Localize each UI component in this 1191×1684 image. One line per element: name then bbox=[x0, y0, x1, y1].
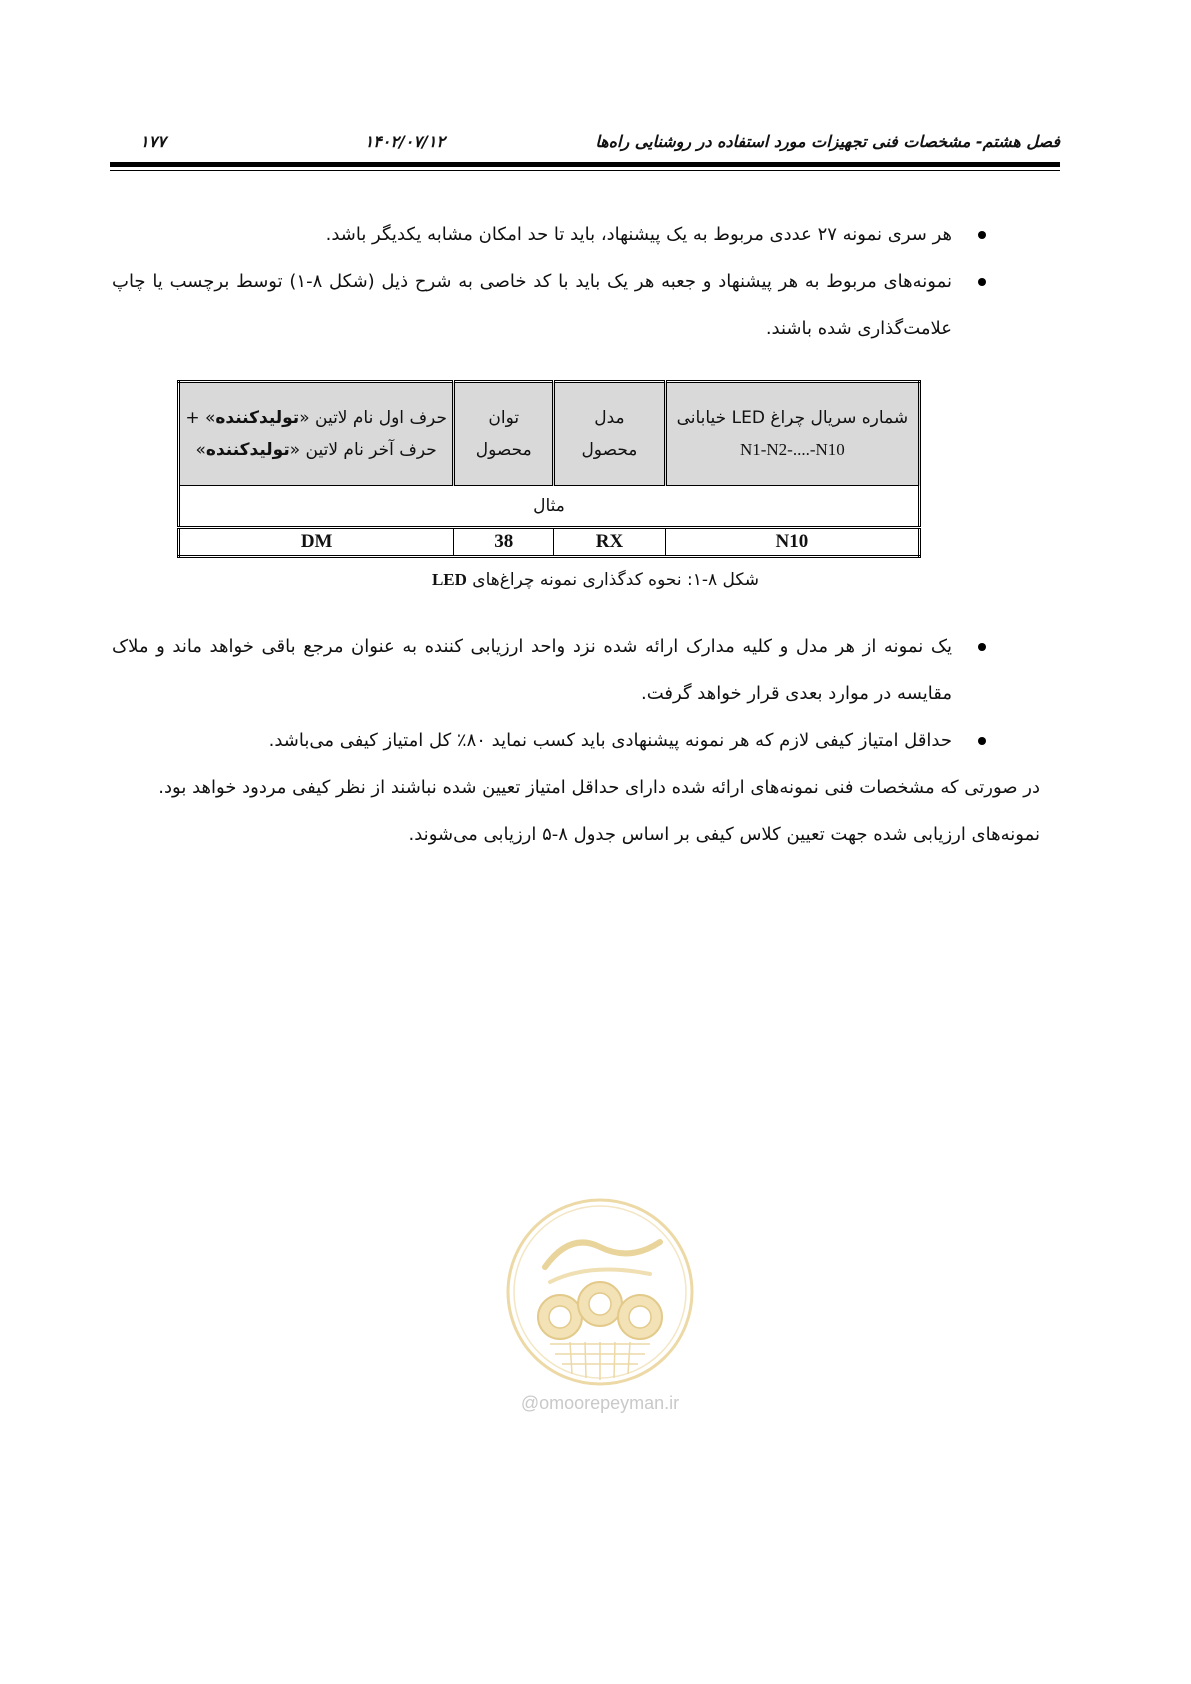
watermark-logo bbox=[500, 1192, 700, 1392]
watermark-site: @omoorepeyman.ir bbox=[520, 1393, 680, 1413]
paragraph-evaluation: نمونه‌های ارزیابی شده جهت تعیین کلاس کیفی بر اساس جدول ۸-۵ ارزیابی می‌شوند. bbox=[408, 824, 1040, 845]
manufacturer-line1-bold: تولیدکننده bbox=[215, 408, 300, 428]
header-power bbox=[454, 382, 554, 486]
caption-text: شکل ۸-۱: نحوه کدگذاری نمونه چراغ‌های bbox=[466, 570, 760, 590]
top-bullet-section bbox=[112, 211, 1040, 352]
example-model: RX bbox=[554, 528, 666, 557]
header-serial-line2: N1-N2-....-N10 bbox=[739, 440, 845, 459]
list-item: هر سری نمونه ۲۷ عددی مربوط به یک پیشنهاد، باید تا حد امکان مشابه یکدیگر باشد. bbox=[112, 211, 1000, 258]
list-item: نمونه‌های مربوط به هر پیشنهاد و جعبه هر یک باید با کد خاصی به شرح ذیل (شکل ۸-۱) توسط برچسب یا چاپ علامت‌گذاری شده باشند. bbox=[112, 258, 1000, 352]
coding-table bbox=[177, 380, 921, 558]
manufacturer-line2-bold: تولیدکننده bbox=[205, 440, 290, 460]
manufacturer-line1-pre: حرف اول نام لاتین « bbox=[299, 408, 447, 428]
table-example-label-row bbox=[179, 486, 920, 528]
header-model-line1: مدل bbox=[594, 408, 625, 428]
example-serial: N10 bbox=[665, 528, 919, 557]
bullet-list-bottom bbox=[112, 623, 1040, 764]
header-model bbox=[554, 382, 666, 486]
header-date: ۱۴۰۲/۰۷/۱۲ bbox=[364, 132, 445, 151]
example-manufacturer: DM bbox=[179, 528, 454, 557]
header-serial-line1: شماره سریال چراغ LED خیابانی bbox=[676, 408, 909, 428]
header-manufacturer-line1 bbox=[181, 402, 451, 434]
caption-bold: LED bbox=[431, 570, 467, 589]
manufacturer-line1-post: » + bbox=[185, 408, 216, 428]
page-number: ۱۷۷ bbox=[140, 132, 166, 151]
list-item: حداقل امتیاز کیفی لازم که هر نمونه پیشنهادی باید کسب نماید ۸۰٪ کل امتیاز کیفی می‌باشد. bbox=[112, 717, 1000, 764]
chapter-title: فصل هشتم- مشخصات فنی تجهیزات مورد استفاده در روشنایی راه‌ها bbox=[595, 132, 1060, 151]
bottom-section bbox=[112, 623, 1040, 858]
bullet-list-top bbox=[112, 211, 1040, 352]
table-header-row bbox=[179, 382, 920, 486]
header-rule-thin bbox=[110, 170, 1060, 171]
table-row bbox=[179, 528, 920, 557]
header-serial bbox=[665, 382, 919, 486]
paragraph-rejection: در صورتی که مشخصات فنی نمونه‌های ارائه شده دارای حداقل امتیاز تعیین شده نباشند از نظر کیفی مردود خواهد بود. bbox=[158, 777, 1040, 798]
header-rule-thick bbox=[110, 162, 1060, 167]
header-model-line2: محصول bbox=[581, 440, 638, 460]
header-power-line2: محصول bbox=[475, 440, 532, 460]
list-item: یک نمونه از هر مدل و کلیه مدارک ارائه شده نزد واحد ارزیابی کننده به عنوان مرجع باقی خواهد ماند و ملاک مقایسه در موارد بعدی قرار خواهد گرفت. bbox=[112, 623, 1000, 717]
example-power: 38 bbox=[454, 528, 554, 557]
manufacturer-line2-pre: حرف آخر نام لاتین « bbox=[289, 440, 437, 460]
header-power-line1: توان bbox=[488, 408, 520, 428]
figure-caption bbox=[0, 570, 1191, 590]
header-manufacturer bbox=[179, 382, 454, 486]
header-manufacturer-line2 bbox=[181, 434, 451, 466]
example-label: مثال bbox=[179, 486, 920, 528]
manufacturer-line2-post: » bbox=[195, 440, 206, 460]
page-header bbox=[110, 128, 1060, 158]
